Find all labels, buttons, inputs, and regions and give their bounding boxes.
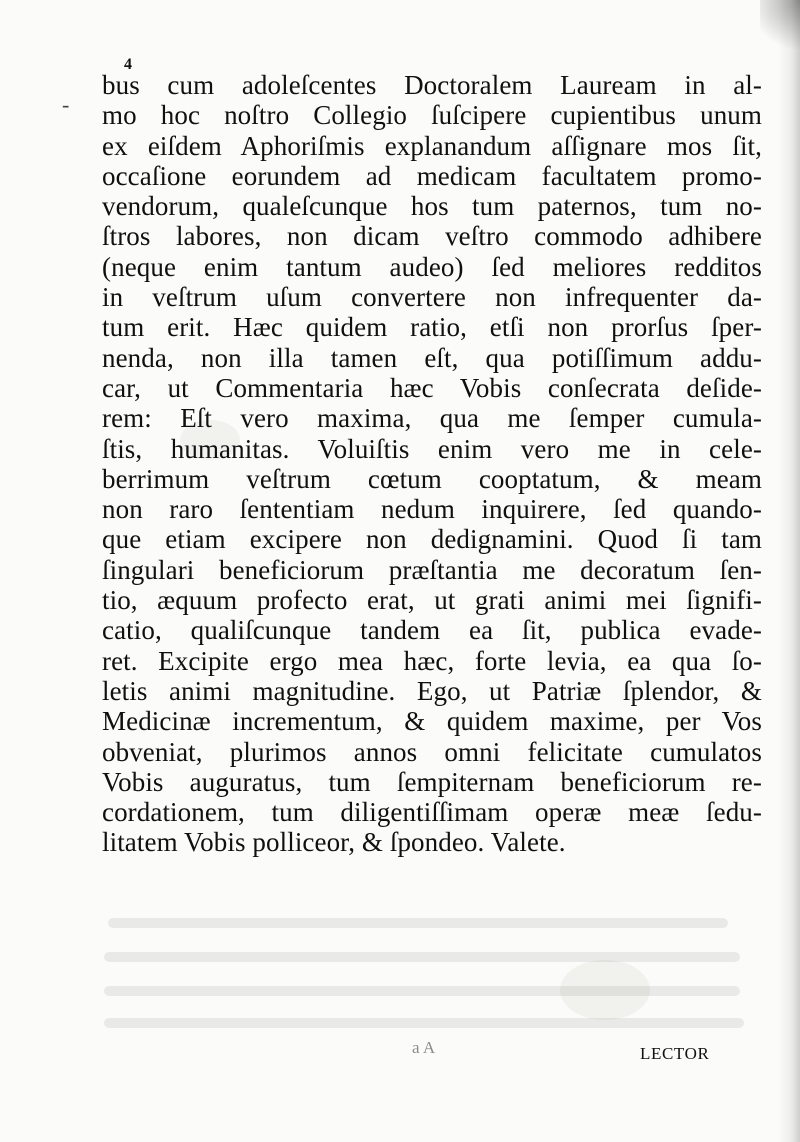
text-line: vendorum, qualeſcunque hos tum paternos, tum no- xyxy=(102,191,762,222)
text-line: berrimum veſtrum cœtum cooptatum, & meam xyxy=(102,463,762,494)
text-line: mo hoc noſtro Collegio ſuſcipere cupientibus unum xyxy=(102,100,762,131)
text-line: catio, qualiſcunque tandem ea ſit, publica evade- xyxy=(102,615,762,646)
text-line: litatem Vobis polliceor, & ſpondeo. Valete. xyxy=(102,827,566,858)
text-line: in veſtrum uſum convertere non infrequenter da- xyxy=(102,282,762,313)
text-line: que etiam excipere non dedignamini. Quod ſi tam xyxy=(102,524,762,555)
text-line: car, ut Commentaria hæc Vobis conſecrata deſide- xyxy=(102,372,762,403)
text-line: occaſione eorundem ad medicam facultatem promo- xyxy=(102,160,762,191)
text-line: ex eiſdem Aphoriſmis explanandum aſſignare mos ſit, xyxy=(102,130,762,161)
text-line: (neque enim tantum audeo) ſed meliores redditos xyxy=(102,251,762,282)
text-line: tum erit. Hæc quidem ratio, etſi non prorſus ſper- xyxy=(102,312,762,343)
page-number: 4 xyxy=(124,56,132,73)
text-line: Medicinæ incrementum, & quidem maxime, per Vos xyxy=(102,706,762,737)
text-line: obveniat, plurimos annos omni felicitate cumulatos xyxy=(102,736,762,767)
text-line: cordationem, tum diligentiſſimam operæ meæ ſedu- xyxy=(102,797,762,828)
body-text xyxy=(102,70,762,858)
text-line: non raro ſententiam nedum inquirere, ſed quando- xyxy=(102,494,762,525)
catchword: LECTOR xyxy=(640,1044,710,1063)
signature-mark: a A xyxy=(412,1038,436,1057)
text-line: ret. Excipite ergo mea hæc, forte levia, ea qua ſo- xyxy=(102,645,762,676)
text-line: ſingulari beneficiorum præſtantia me decoratum ſen- xyxy=(102,554,762,585)
text-line: ſtros labores, non dicam veſtro commodo adhibere xyxy=(102,221,762,252)
text-line: Vobis auguratus, tum ſempiternam beneficiorum re- xyxy=(102,766,762,797)
text-line: nenda, non illa tamen eſt, qua potiſſimum addu- xyxy=(102,342,762,373)
text-line: ſtis, humanitas. Voluiſtis enim vero me in cele- xyxy=(102,433,762,464)
text-line: letis animi magnitudine. Ego, ut Patriæ ſplendor, & xyxy=(102,675,762,706)
text-line: bus cum adoleſcentes Doctoralem Lauream in al- xyxy=(102,70,762,100)
text-line: tio, æquum profecto erat, ut grati animi mei ſignifi- xyxy=(102,585,762,616)
text-line: rem: Eſt vero maxima, qua me ſemper cumula- xyxy=(102,403,762,434)
margin-mark: - xyxy=(62,92,70,117)
